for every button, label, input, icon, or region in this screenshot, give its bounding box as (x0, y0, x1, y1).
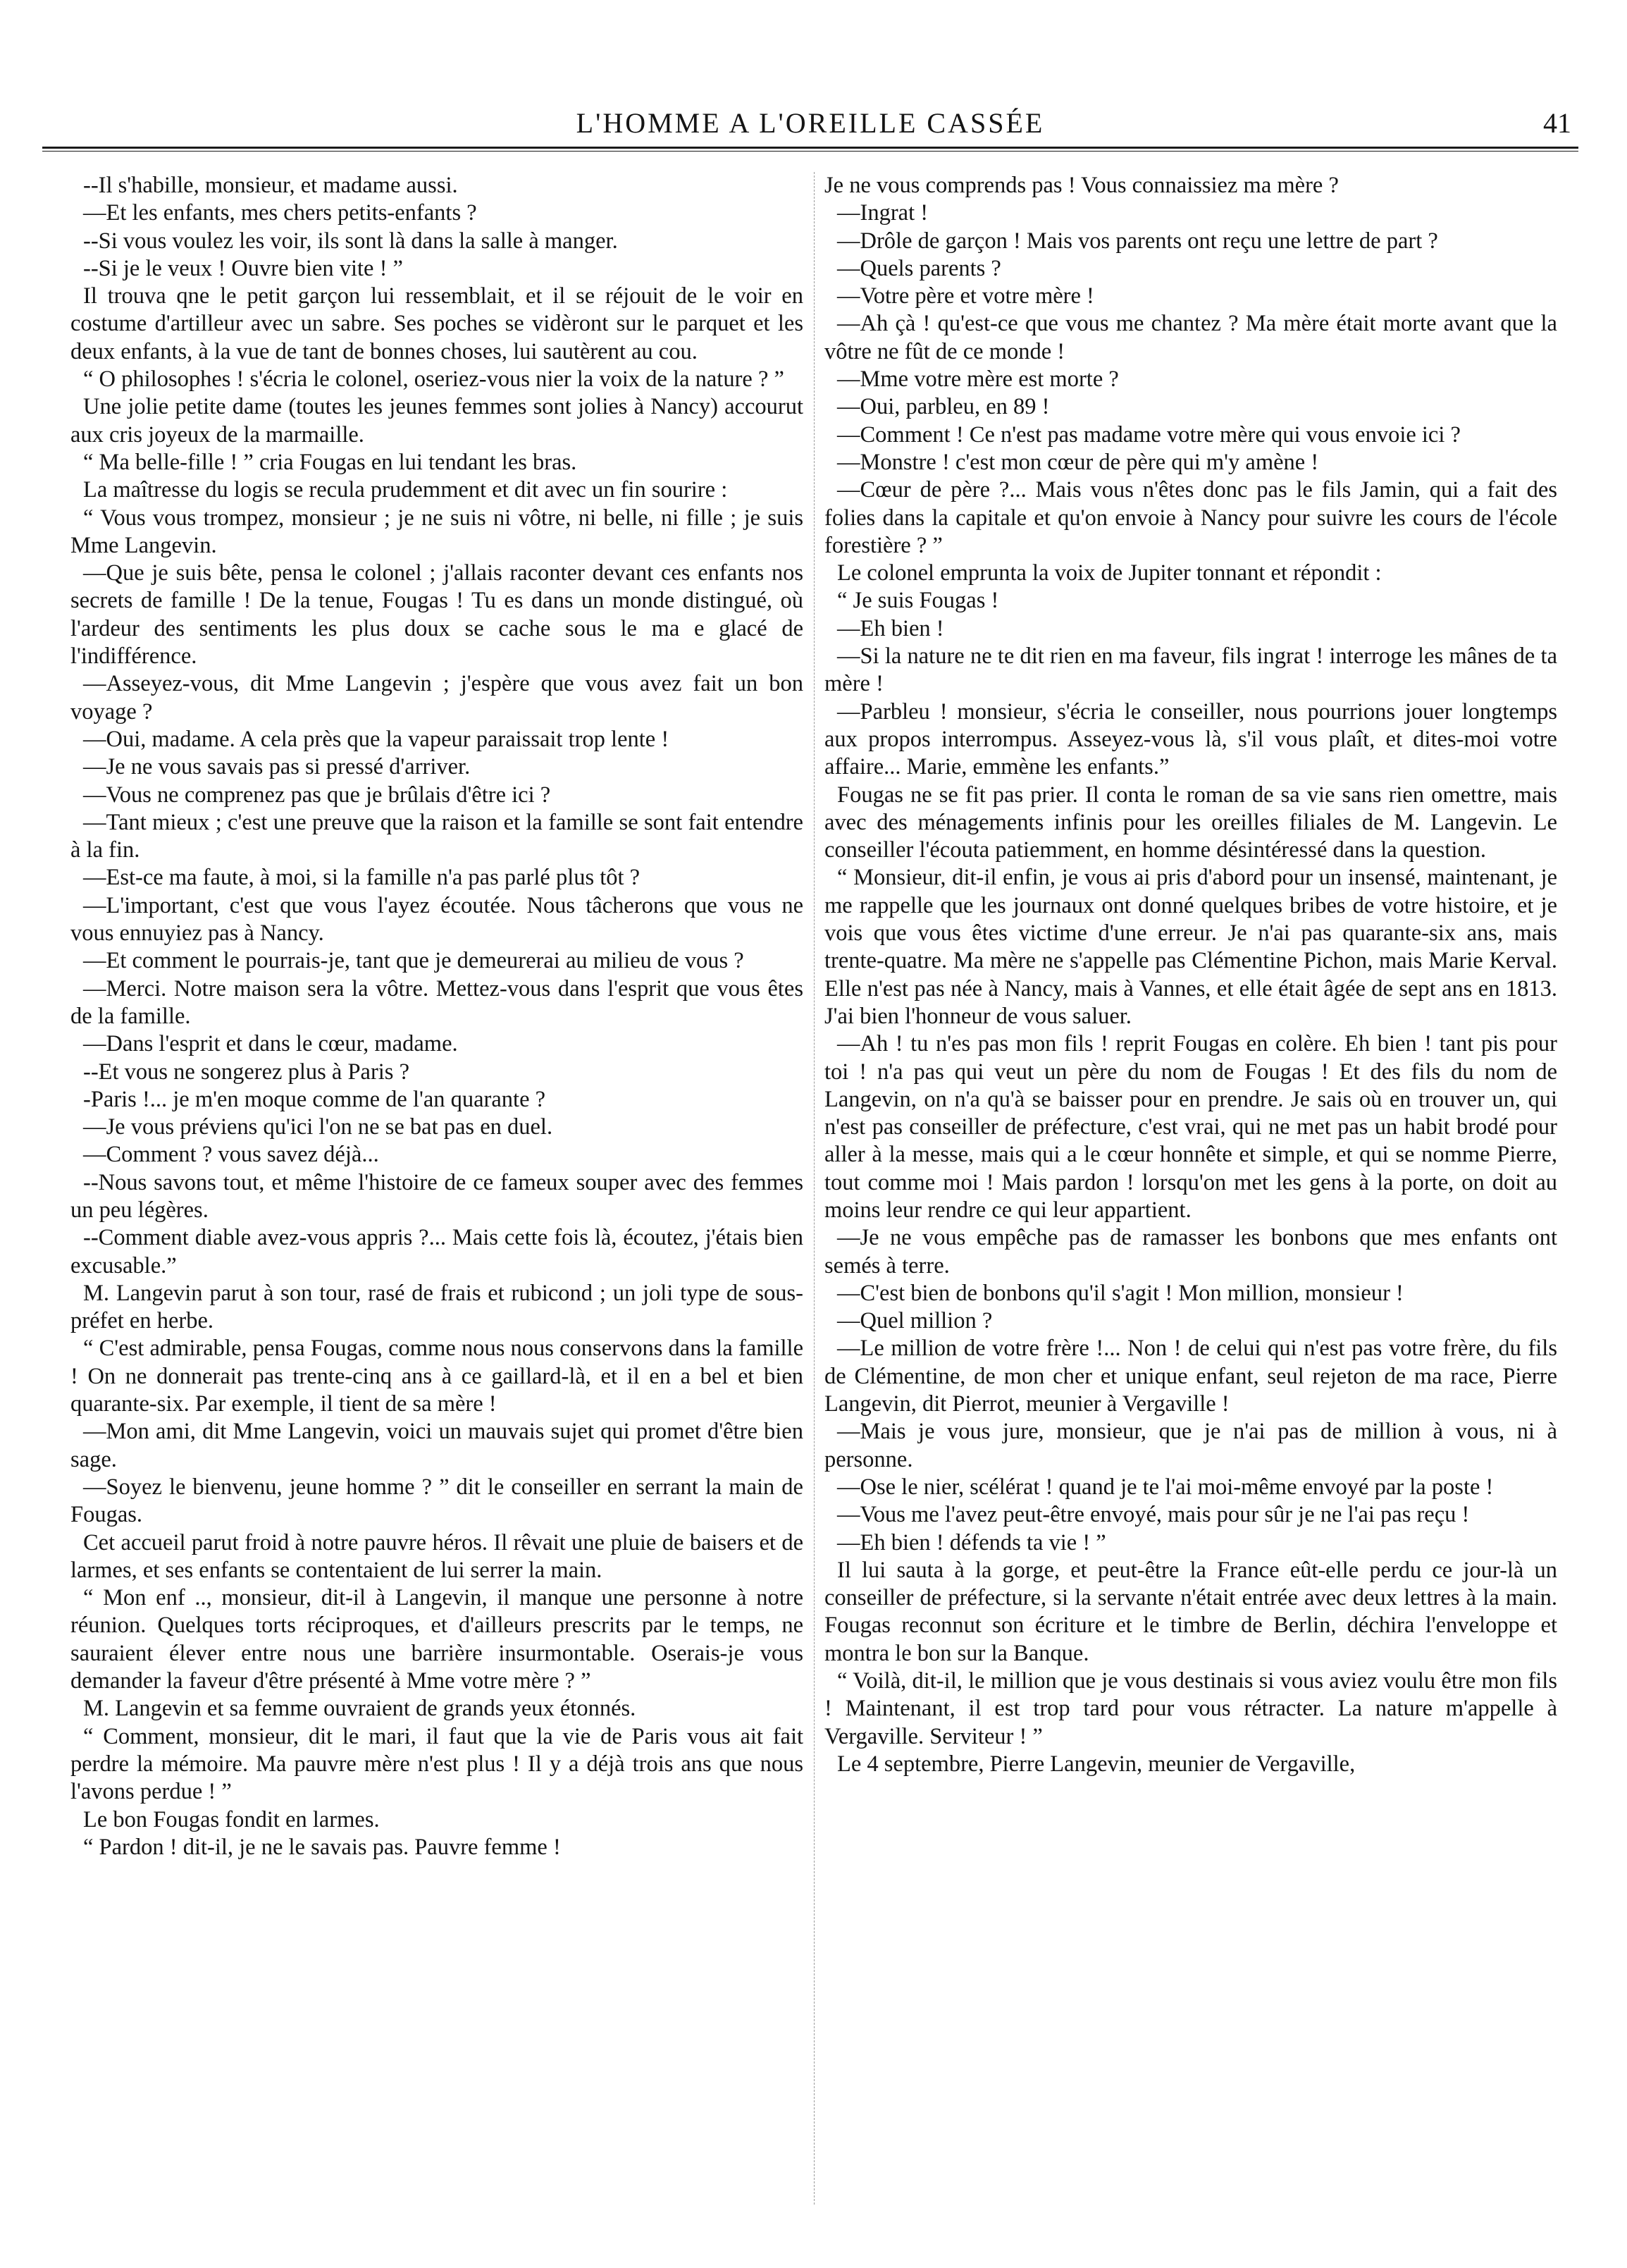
paragraph: —Quel million ? (837, 1308, 993, 1334)
paragraph: --Il s'habille, monsieur, et madame aussi. (83, 173, 458, 198)
paragraph: “ Monsieur, dit-il enfin, je vous ai pris d'abord pour un insensé, maintenant, je me rappelle que les journaux ont donné quelques bribes de votre histoire, et je vois que vous êtes victime d'une erreur. Je n'ai pas quarante-six ans, mais trente-quatre. Ma mère ne s'appelle pas Clémentine Pichon, mais Marie Kerval. Elle n'est pas née à Nancy, mais à Vannes, et elle était âgée de sept ans en 1813. J'ai bien l'honneur de vous saluer. (824, 865, 1557, 1029)
paragraph: —Je ne vous savais pas si pressé d'arriver. (83, 754, 471, 780)
paragraph: Cet accueil parut froid à notre pauvre héros. Il rêvait une pluie de baisers et de larmes, et ses enfants se contentaient de lui serrer la main. (70, 1529, 803, 1583)
paragraph: —Le million de votre frère !... Non ! de celui qui n'est pas votre frère, du fils de Clémentine, de mon cher et unique enfant, seul rejeton de ma race, Pierre Langevin, dit Pierrot, meunier à Vergaville ! (824, 1336, 1557, 1417)
paragraph: —Comment ! Ce n'est pas madame votre mère qui vous envoie ici ? (837, 421, 1461, 448)
paragraph: —Eh bien ! (837, 615, 944, 641)
text-column-right (824, 172, 1557, 2219)
paragraph: —Vous me l'avez peut-être envoyé, mais pour sûr je ne l'ai pas reçu ! (837, 1502, 1470, 1528)
paragraph: —Mon ami, dit Mme Langevin, voici un mauvais sujet qui promet d'être bien sage. (70, 1419, 803, 1472)
paragraph: —Asseyez-vous, dit Mme Langevin ; j'espère que vous avez fait un bon voyage ? (70, 671, 803, 725)
paragraph: “ O philosophes ! s'écria le colonel, oseriez-vous nier la voix de la nature ? ” (83, 366, 784, 393)
paragraph: —L'important, c'est que vous l'ayez écoutée. Nous tâcherons que vous ne vous ennuyiez pas à Nancy. (70, 892, 803, 947)
paragraph: —Drôle de garçon ! Mais vos parents ont reçu une lettre de part ? (837, 228, 1438, 254)
paragraph: —Votre père et votre mère ! (837, 283, 1094, 309)
paragraph: —Mais je vous jure, monsieur, que je n'ai pas de million à vous, ni à personne. (824, 1419, 1557, 1472)
paragraph: “ Je suis Fougas ! (837, 588, 999, 614)
paragraph: —Que je suis bête, pensa le colonel ; j'allais raconter devant ces enfants nos secrets de famille ! De la tenue, Fougas ! Tu es dans un monde distingué, où l'ardeur des sentiments les plus doux se cache sous le ma e glacé de l'indifférence. (70, 560, 803, 670)
paragraph: “ Ma belle-fille ! ” cria Fougas en lui tendant les bras. (83, 449, 577, 475)
paragraph: “ Pardon ! dit-il, je ne le savais pas. Pauvre femme ! (83, 1834, 561, 1860)
paragraph: --Si vous voulez les voir, ils sont là dans la salle à manger. (83, 228, 618, 254)
paragraph: Fougas ne se fit pas prier. Il conta le roman de sa vie sans rien omettre, mais avec des ménagements infinis pour les oreilles filiales de M. Langevin. Le conseiller l'écouta patiemment, en homme désintéressé dans la question. (824, 782, 1557, 863)
paragraph: M. Langevin et sa femme ouvraient de grands yeux étonnés. (83, 1696, 636, 1722)
paragraph: Une jolie petite dame (toutes les jeunes femmes sont jolies à Nancy) accourut aux cris joyeux de la marmaille. (70, 394, 803, 448)
paragraph: —Merci. Notre maison sera la vôtre. Mettez-vous dans l'esprit que vous êtes de la famille. (70, 975, 803, 1029)
page-number: 41 (1543, 107, 1571, 139)
paragraph: —Vous ne comprenez pas que je brûlais d'être ici ? (83, 782, 551, 808)
paragraph: Le colonel emprunta la voix de Jupiter tonnant et répondit : (837, 560, 1382, 586)
paragraph: --Si je le veux ! Ouvre bien vite ! ” (83, 255, 403, 281)
paragraph: —Je ne vous empêche pas de ramasser les bonbons que mes enfants ont semés à terre. (824, 1225, 1557, 1278)
paragraph: La maîtresse du logis se recula prudemment et dit avec un fin sourire : (83, 477, 728, 503)
paragraph: --Nous savons tout, et même l'histoire de ce fameux souper avec des femmes un peu légères. (70, 1169, 803, 1223)
paragraph: “ Vous vous trompez, monsieur ; je ne suis ni vôtre, ni belle, ni fille ; je suis Mme Langevin. (70, 505, 803, 558)
paragraph: —Oui, madame. A cela près que la vapeur paraissait trop lente ! (83, 726, 669, 752)
paragraph: —Eh bien ! défends ta vie ! ” (837, 1529, 1106, 1555)
running-head (42, 99, 1578, 148)
running-title: L'HOMME A L'OREILLE CASSÉE (576, 107, 1045, 139)
paragraph: --Comment diable avez-vous appris ?... Mais cette fois là, écoutez, j'étais bien excusable.” (70, 1225, 803, 1278)
paragraph: --Et vous ne songerez plus à Paris ? (83, 1059, 409, 1085)
paragraph: —Tant mieux ; c'est une preuve que la raison et la famille se sont fait entendre à la fin. (70, 809, 803, 863)
header-rule (42, 147, 1578, 152)
paragraph: —Je vous préviens qu'ici l'on ne se bat pas en duel. (83, 1114, 553, 1140)
column-divider (814, 172, 815, 2205)
paragraph: —Monstre ! c'est mon cœur de père qui m'y amène ! (837, 449, 1319, 475)
paragraph: —Mme votre mère est morte ? (837, 366, 1119, 393)
paragraph: M. Langevin parut à son tour, rasé de frais et rubicond ; un joli type de sous-préfet en herbe. (70, 1280, 803, 1334)
paragraph: “ Comment, monsieur, dit le mari, il faut que la vie de Paris vous ait fait perdre la mémoire. Ma pauvre mère n'est plus ! Il y a déjà trois ans que nous l'avons perdue ! ” (70, 1723, 803, 1805)
paragraph: —C'est bien de bonbons qu'il s'agit ! Mon million, monsieur ! (837, 1280, 1404, 1306)
paragraph: Je ne vous comprends pas ! Vous connaissiez ma mère ? (824, 173, 1339, 198)
paragraph: —Ingrat ! (837, 200, 929, 226)
paragraph: —Quels parents ? (837, 255, 1001, 281)
paragraph: “ Mon enf .., monsieur, dit-il à Langevin, il manque une personne à notre réunion. Quelques torts réciproques, et d'ailleurs prescrits par le temps, ne sauraient élever entre nous une barrière insurmontable. Oserais-je vous demander la faveur d'être présenté à Mme votre mère ? ” (70, 1585, 803, 1694)
paragraph: —Ah ! tu n'es pas mon fils ! reprit Fougas en colère. Eh bien ! tant pis pour toi ! n'a pas qui veut un père du nom de Fougas ! Et des fils du nom de Langevin, on n'a qu'à se baisser pour en prendre. Je sais où en trouver un, qui n'est pas conseiller de préfecture, c'est vrai, qui ne met pas un habit brodé pour aller à la messe, mais qui a le cœur honnête et simple, et qui se nomme Pierre, tout comme moi ! Mais pardon ! lorsqu'on met les gens à la porte, on doit au moins leur rendre ce qui leur appartient. (824, 1031, 1557, 1223)
paragraph: Le 4 septembre, Pierre Langevin, meunier de Vergaville, (837, 1751, 1356, 1777)
paragraph: —Oui, parbleu, en 89 ! (837, 394, 1050, 420)
paragraph: —Comment ? vous savez déjà... (83, 1142, 379, 1168)
paragraph: —Si la nature ne te dit rien en ma faveur, fils ingrat ! interroge les mânes de ta mère ! (824, 643, 1557, 697)
paragraph: —Dans l'esprit et dans le cœur, madame. (83, 1031, 458, 1057)
paragraph: —Soyez le bienvenu, jeune homme ? ” dit le conseiller en serrant la main de Fougas. (70, 1474, 803, 1528)
paragraph: “ C'est admirable, pensa Fougas, comme nous nous conservons dans la famille ! On ne donnerait pas trente-cinq ans à ce gaillard-là, et il en a bel et bien quarante-six. Par exemple, il tient de sa mère ! (70, 1336, 803, 1417)
paragraph: —Est-ce ma faute, à moi, si la famille n'a pas parlé plus tôt ? (83, 865, 641, 891)
text-column-left (70, 172, 803, 2219)
paragraph: “ Voilà, dit-il, le million que je vous destinais si vous aviez voulu être mon fils ! Maintenant, il est trop tard pour vous rétracter. La nature m'appelle à Vergaville. Serviteur ! ” (824, 1668, 1557, 1749)
paragraph: Il trouva qne le petit garçon lui ressemblait, et il se réjouit de le voir en costume d'artilleur avec un sabre. Ses poches se vidèront sur le parquet et les deux enfants, à la vue de tant de bonnes choses, lui sautèrent au cou. (70, 283, 803, 364)
paragraph: Le bon Fougas fondit en larmes. (83, 1806, 380, 1832)
paragraph: —Et les enfants, mes chers petits-enfants ? (83, 200, 477, 226)
paragraph: —Et comment le pourrais-je, tant que je demeurerai au milieu de vous ? (83, 948, 744, 974)
paragraph: —Ose le nier, scélérat ! quand je te l'ai moi-même envoyé par la poste ! (837, 1474, 1494, 1500)
paragraph: —Cœur de père ?... Mais vous n'êtes donc pas le fils Jamin, qui a fait des folies dans la capitale et qu'on envoie à Nancy pour suivre les cours de l'école forestière ? ” (824, 477, 1557, 558)
paragraph: —Ah çà ! qu'est-ce que vous me chantez ? Ma mère était morte avant que la vôtre ne fût de ce monde ! (824, 311, 1557, 364)
paragraph: —Parbleu ! monsieur, s'écria le conseiller, nous pourrions jouer longtemps aux propos interrompus. Asseyez-vous là, s'il vous plaît, et dites-moi votre affaire... Marie, emmène les enfants.” (824, 698, 1557, 780)
paragraph: -Paris !... je m'en moque comme de l'an quarante ? (83, 1086, 546, 1112)
paragraph: Il lui sauta à la gorge, et peut-être la France eût-elle perdu ce jour-là un conseiller de préfecture, si la servante n'était entrée avec deux lettres à la main. Fougas reconnut son écriture et le timbre de Berlin, déchira l'enveloppe et montra le bon sur la Banque. (824, 1557, 1557, 1666)
